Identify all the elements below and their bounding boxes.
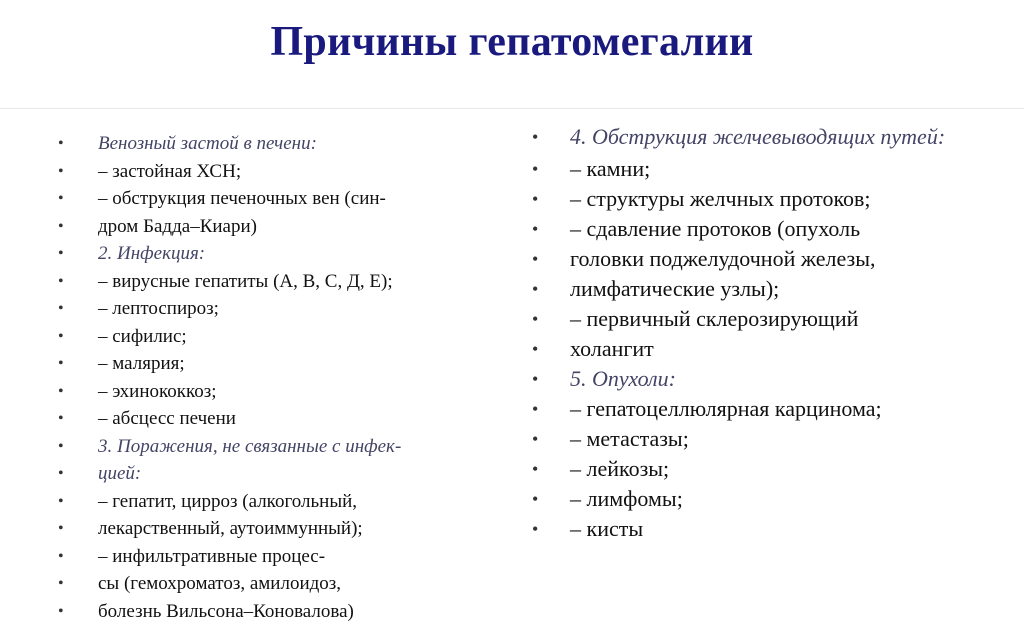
left-column-item-text: 3. Поражения, не связанные с инфек- — [98, 435, 402, 457]
bullet-icon: • — [532, 159, 539, 179]
left-column-item-text: – гепатит, цирроз (алкогольный, — [98, 490, 358, 512]
left-column-item-text: – сифилис; — [98, 325, 187, 347]
bullet-icon: • — [58, 217, 64, 235]
left-column-item — [58, 185, 401, 213]
title-divider — [0, 108, 1024, 109]
left-column-item — [58, 598, 401, 626]
right-column-item — [532, 214, 950, 244]
left-column-item — [58, 240, 401, 268]
left-column-list — [58, 130, 401, 625]
bullet-icon: • — [58, 520, 64, 537]
right-column-list — [532, 124, 950, 544]
left-column-item-text: Венозный застой в печени: — [98, 133, 317, 154]
bullet-icon: • — [532, 519, 539, 539]
right-column-item-text: – сдавление протоков (опухоль — [570, 216, 861, 241]
right-column-item — [532, 424, 950, 454]
right-column-item-text: – первичный склерозирующий — [570, 306, 859, 331]
left-column-item — [58, 460, 401, 488]
slide-title: Причины гепатомегалии — [270, 19, 754, 65]
bullet-icon: • — [58, 272, 64, 290]
bullet-icon: • — [58, 300, 64, 317]
left-column-item-text: – инфильтративные процес- — [98, 545, 326, 567]
left-column-item — [58, 488, 401, 516]
left-column-item — [58, 130, 401, 158]
right-column-item — [532, 484, 950, 514]
bullet-icon: • — [532, 249, 539, 269]
bullet-icon: • — [58, 382, 64, 400]
right-column-item — [532, 154, 950, 184]
bullet-icon: • — [58, 355, 64, 372]
left-column-item-text: – обструкция печеночных вен (син- — [98, 188, 386, 209]
left-column-item-text: – вирусные гепатиты (А, В, С, Д, Е); — [98, 270, 393, 292]
left-column-item — [58, 213, 401, 241]
left-column-item-text: – абсцесс печени — [98, 408, 236, 429]
bullet-icon: • — [532, 339, 539, 359]
bullet-icon: • — [532, 459, 539, 479]
left-column-item-text: болезнь Вильсона–Коновалова) — [98, 600, 354, 622]
left-column-item-text: сы (гемохроматоз, амилоидоз, — [98, 573, 342, 594]
left-column-item — [58, 570, 401, 598]
right-column-item-text: – кисты — [570, 516, 644, 541]
right-column-item-text: – структуры желчных протоков; — [570, 186, 871, 211]
bullet-icon: • — [58, 492, 64, 510]
right-column-item — [532, 184, 950, 214]
right-column-item-text: холангит — [570, 336, 654, 361]
left-column-item — [58, 350, 401, 378]
left-column-item — [58, 268, 401, 296]
left-column-item — [58, 405, 401, 433]
right-column-item — [532, 274, 950, 304]
bullet-icon: • — [58, 162, 64, 180]
left-column-item-text: – эхинококкоз; — [98, 380, 217, 402]
bullet-icon: • — [58, 465, 64, 482]
left-column-item-text: лекарственный, аутоиммунный); — [98, 518, 363, 539]
right-column-item-text: 4. Обструкция желчевыводящих путей: — [570, 124, 946, 149]
right-column-item — [532, 124, 950, 154]
right-column-item — [532, 454, 950, 484]
bullet-icon: • — [532, 309, 539, 329]
left-column-item-text: – лептоспироз; — [98, 298, 219, 319]
bullet-icon: • — [58, 410, 64, 427]
bullet-icon: • — [532, 279, 539, 299]
left-column-item — [58, 378, 401, 406]
right-column-item-text: – гепатоцеллюлярная карцинома; — [570, 396, 882, 421]
left-column-item-text: 2. Инфекция: — [98, 243, 206, 264]
bullet-icon: • — [532, 189, 539, 209]
bullet-icon: • — [532, 369, 539, 389]
bullet-icon: • — [532, 127, 539, 147]
right-column-item-text: – метастазы; — [570, 426, 689, 451]
left-column-item — [58, 323, 401, 351]
right-column-item-text: – камни; — [570, 156, 651, 181]
left-column-item — [58, 158, 401, 186]
right-column-item — [532, 364, 950, 394]
right-column-item — [532, 394, 950, 424]
bullet-icon: • — [58, 437, 64, 455]
bullet-icon: • — [58, 190, 64, 207]
left-column-item-text: – застойная ХСН; — [98, 160, 242, 182]
bullet-icon: • — [532, 219, 539, 239]
bullet-icon: • — [58, 547, 64, 565]
bullet-icon: • — [58, 245, 64, 262]
right-column-item-text: – лейкозы; — [570, 456, 670, 481]
right-column-item — [532, 514, 950, 544]
right-column-item-text: лимфатические узлы); — [570, 276, 780, 301]
left-column-item-text: цией: — [98, 463, 142, 484]
right-column-item — [532, 304, 950, 334]
left-column-item — [58, 295, 401, 323]
right-column-item-text: – лимфомы; — [570, 486, 683, 511]
left-column-item-text: дром Бадда–Киари) — [98, 215, 257, 237]
bullet-icon: • — [532, 399, 539, 419]
bullet-icon: • — [58, 327, 64, 345]
right-column-item — [532, 334, 950, 364]
left-column-item-text: – малярия; — [98, 353, 185, 374]
bullet-icon: • — [532, 489, 539, 509]
right-column-item-text: 5. Опухоли: — [570, 366, 676, 391]
bullet-icon: • — [58, 135, 64, 152]
right-column-item-text: головки поджелудочной железы, — [570, 246, 876, 271]
left-column-item — [58, 543, 401, 571]
bullet-icon: • — [58, 575, 64, 592]
bullet-icon: • — [532, 429, 539, 449]
right-column-item — [532, 244, 950, 274]
left-column-item — [58, 515, 401, 543]
left-column-item — [58, 433, 401, 461]
bullet-icon: • — [58, 602, 64, 620]
